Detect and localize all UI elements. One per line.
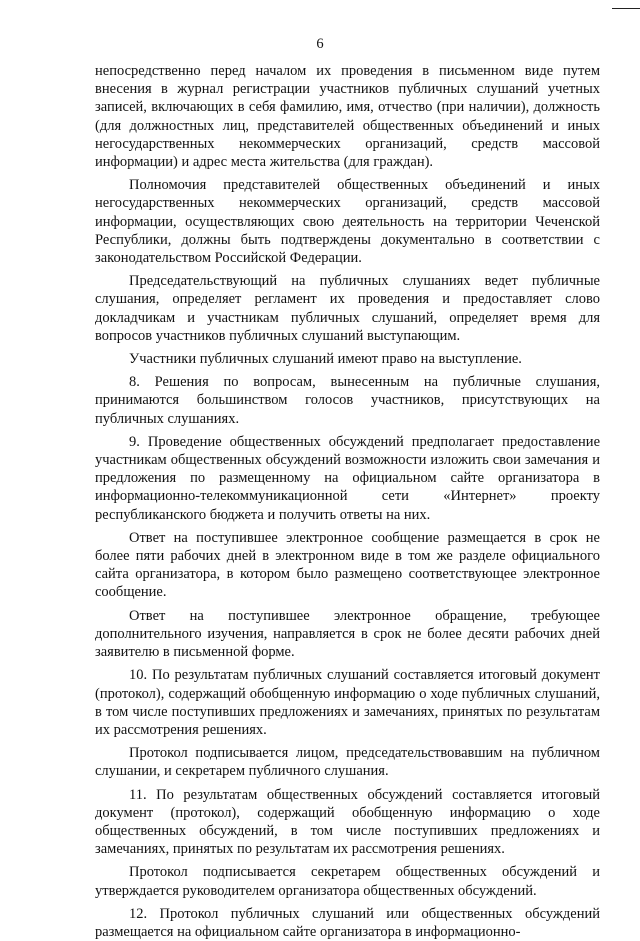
paragraph-registration-continued: непосредственно перед началом их проведения в письменном виде путем внесения в журнал регистрации участников публичных слушаний учетных записей, включающих в себя фамилию, имя, отчество (при наличии), должность (для должностных лиц, представителей общественных объединений и иных негосударственных некоммерческих организаций, средств массовой информации) и адрес места жительства (для граждан). <box>95 63 600 171</box>
paragraph-item-9-public-discussions: 9. Проведение общественных обсуждений предполагает предоставление участникам общественных обсуждений возможности изложить свои замечания и предложения по размещенному на официальном сайте организатора в информационно-телекоммуникационной сети «Интернет» проекту республиканского бюджета и получить ответы на них. <box>95 433 600 523</box>
paragraph-item-10-hearing-protocol: 10. По результатам публичных слушаний составляется итоговый документ (протокол), содержащий обобщенную информацию о ходе публичных слушаний, в том числе поступивших предложениях и замечаниях, принятых по результатам их рассмотрения решениях. <box>95 667 600 738</box>
document-body <box>95 62 600 941</box>
paragraph-hearing-protocol-signing: Протокол подписывается лицом, председательствовавшим на публичном слушании, и секретарем публичного слушания. <box>95 745 600 780</box>
paragraph-item-12-protocol-publication: 12. Протокол публичных слушаний или общественных обсуждений размещается на официальном сайте организатора в информационно- <box>95 905 600 940</box>
paragraph-electronic-reply-deadline: Ответ на поступившее электронное сообщение размещается в срок не более пяти рабочих дней в электронном виде в том же разделе официального сайта организатора, в котором было размещено соответствующее электронное сообщение. <box>95 529 600 601</box>
paragraph-item-11-discussion-protocol: 11. По результатам общественных обсуждений составляется итоговый документ (протокол), содержащий обобщенную информацию о ходе общественных обсуждений, в том числе поступивших предложениях и замечаниях, принятых по результатам их рассмотрения решениях. <box>95 786 600 858</box>
paragraph-additional-study-reply: Ответ на поступившее электронное обращение, требующее дополнительного изучения, направляется в срок не более десяти рабочих дней заявителю в письменной форме. <box>95 607 600 661</box>
page-number: 6 <box>316 36 324 52</box>
paragraph-item-8-decisions: 8. Решения по вопросам, вынесенным на публичные слушания, принимаются большинством голосов участников, присутствующих на публичных слушаниях. <box>95 374 600 427</box>
paragraph-chairperson-duties: Председательствующий на публичных слушаниях ведет публичные слушания, определяет регламент их проведения и предоставляет слово докладчикам и участникам публичных слушаний, определяет время для вопросов участников публичных слушаний выступающим. <box>95 273 600 344</box>
paragraph-discussion-protocol-signing: Протокол подписывается секретарем общественных обсуждений и утверждается руководителем организатора общественных обсуждений. <box>95 864 600 899</box>
paragraph-participants-right: Участники публичных слушаний имеют право на выступление. <box>129 351 522 368</box>
paragraph-representatives-authority: Полномочия представителей общественных объединений и иных негосударственных некоммерческих организаций, средств массовой информации, осуществляющих свою деятельность на территории Чеченской Республики, должны быть подтверждены документально в соответствии с законодательством Российской Федерации. <box>95 177 600 267</box>
corner-line-mark <box>612 8 640 9</box>
